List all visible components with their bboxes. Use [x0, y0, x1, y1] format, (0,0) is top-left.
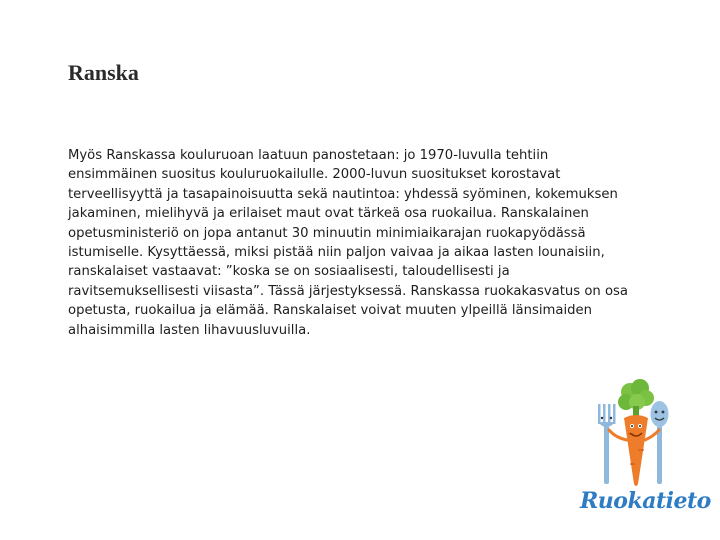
carrot-icon [609, 415, 659, 486]
carrot-fork-spoon-mascot-icon [580, 378, 710, 490]
logo-wordmark: Ruokatieto [580, 488, 711, 514]
slide-title: Ranska [68, 60, 139, 85]
slide-body-text: Myös Ranskassa kouluruoan laatuun panostetaan: jo 1970-luvulla tehtiin ensimmäinen suositus kouluruokailulle. 2000-luvun suositukset korostavat terveellisyyttä ja tasapainoisuutta sekä nautintoa: yhdessä syöminen, kokemuksen jakaminen, mielihyvä ja erilaiset maut ovat tärkeä osa ruokailua. Ranskalainen opetusministeriö on jopa antanut 30 minuutin minimiaikarajan ruokapyödässä istumiselle. Kysyttäessä, miksi pistää niin paljon vaivaa ja aikaa lasten lounaisiin, ranskalaiset vastaavat: ”koska se on sosiaalisesti, taloudellisesti ja ravitsemuksellisesti viisasta”. Tässä järjestyksessä. Ranskassa ruokakasvatus on osa opetusta, ruokailua ja elämää. Ranskalaiset voivat muuten ylpeillä länsimaiden alhaisimmilla lasten lihavuusluvuilla. [68, 148, 628, 338]
ruokatieto-logo [580, 378, 710, 528]
spoon-icon [651, 401, 669, 484]
fork-icon [598, 404, 616, 484]
broccoli-icon [618, 379, 654, 418]
